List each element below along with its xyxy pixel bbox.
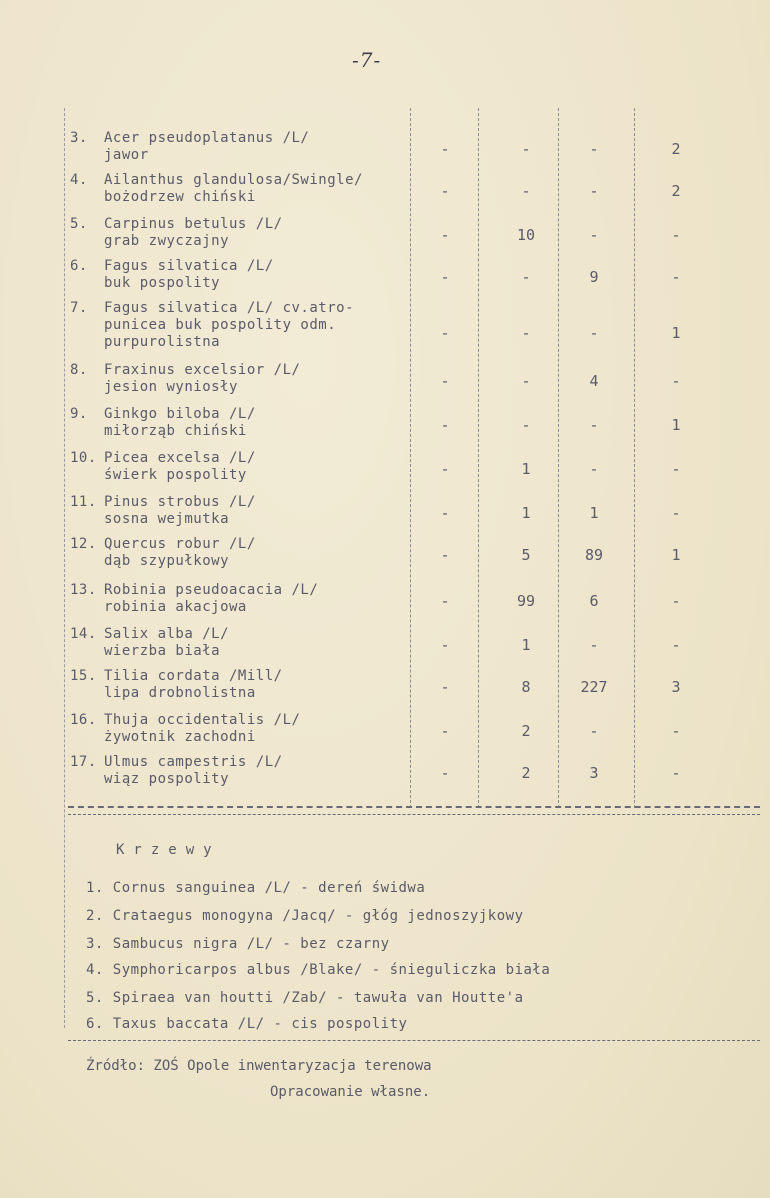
species-name [70,172,410,206]
shrub-item: 1. Cornus sanguinea /L/ - dereń świdwa [86,880,426,896]
species-latin [70,668,410,685]
species-name [70,494,410,528]
count-c4: - [671,504,681,522]
species-name [70,362,410,396]
species-polish: lipa drobnolistna [104,685,256,701]
table-row [70,172,760,216]
species-polish: bożodrzew chiński [104,189,256,205]
shrub-item: 4. Symphoricarpos albus /Blake/ - śnieguliczka biała [86,962,551,978]
shrub-item: 5. Spiraea van houtti /Zab/ - tawuła van Houtte'a [86,990,524,1006]
species-name [70,668,410,702]
species-name [70,582,410,616]
count-c2: 10 [516,226,536,244]
species-number: 10. [70,450,97,466]
species-latin [70,536,410,553]
count-c2: 1 [521,460,531,478]
latin-text: Ailanthus glandulosa/Swingle/ [104,172,363,188]
count-c3: - [589,226,599,244]
latin-text: Fagus silvatica /L/ [104,258,274,274]
count-c4: - [671,460,681,478]
count-c3: 1 [589,504,599,522]
count-c2: 2 [521,722,531,740]
species-latin [70,582,410,599]
table-row [70,300,760,350]
species-number: 13. [70,582,97,598]
count-c3: - [589,460,599,478]
latin-text: Thuja occidentalis /L/ [104,712,301,728]
count-c1: - [440,460,450,478]
count-c2: 99 [516,592,536,610]
species-name [70,450,410,484]
species-number: 6. [70,258,88,274]
count-c3: 9 [589,268,599,286]
page-number: -7- [352,48,382,72]
count-c3: - [589,324,599,342]
table-bottom-rule-2 [68,814,760,815]
species-name [70,712,410,746]
count-c4: - [671,226,681,244]
latin-text: Fraxinus excelsior /L/ [104,362,301,378]
shrub-item: 3. Sambucus nigra /L/ - bez czarny [86,936,390,952]
count-c3: 89 [584,546,604,564]
species-number: 16. [70,712,97,728]
species-number: 8. [70,362,88,378]
shrubs-heading: Krzewy [116,842,221,858]
species-name [70,406,410,440]
species-latin [70,216,410,233]
count-c1: - [440,636,450,654]
species-number: 11. [70,494,97,510]
count-c1: - [440,324,450,342]
source-note: Źródło: ZOŚ Opole inwentaryzacja terenowa [86,1058,432,1074]
count-c4: 1 [671,546,681,564]
species-polish: miłorząb chiński [104,423,247,439]
count-c4: - [671,722,681,740]
count-c1: - [440,372,450,390]
species-number: 15. [70,668,97,684]
count-c2: - [521,372,531,390]
latin-text: Ulmus campestris /L/ [104,754,283,770]
count-c2: 2 [521,764,531,782]
count-c2: 8 [521,678,531,696]
count-c4: - [671,764,681,782]
species-polish: punicea buk pospolity odm. [104,317,337,333]
species-polish: grab zwyczajny [104,233,230,249]
table-bottom-rule [68,806,760,808]
species-number: 7. [70,300,88,316]
latin-text: Fagus silvatica /L/ cv.atro- [104,300,355,316]
latin-text: Salix alba /L/ [104,626,230,642]
count-c4: 2 [671,140,681,158]
latin-text: Robinia pseudoacacia /L/ [104,582,319,598]
species-name [70,216,410,250]
species-extra: purpurolistna [104,334,221,350]
species-name [70,536,410,570]
species-polish: wiąz pospolity [104,771,230,787]
table-row [70,362,760,406]
species-number: 17. [70,754,97,770]
table-row [70,536,760,580]
count-c2: - [521,182,531,200]
species-polish: żywotnik zachodni [104,729,256,745]
species-name [70,300,410,351]
count-c1: - [440,226,450,244]
species-number: 5. [70,216,88,232]
table-row [70,668,760,712]
table-row [70,130,760,174]
count-c3: - [589,182,599,200]
count-c4: - [671,636,681,654]
count-c2: 1 [521,504,531,522]
table-row [70,450,760,494]
count-c3: 6 [589,592,599,610]
table-row [70,406,760,450]
count-c4: 1 [671,324,681,342]
species-latin [70,130,410,147]
table-row [70,582,760,626]
margin-line [64,108,65,1028]
latin-text: Carpinus betulus /L/ [104,216,283,232]
species-latin [70,712,410,729]
count-c2: - [521,268,531,286]
species-number: 12. [70,536,97,552]
species-number: 9. [70,406,88,422]
count-c2: - [521,416,531,434]
table-row [70,258,760,302]
species-polish: jesion wyniosły [104,379,238,395]
count-c4: 2 [671,182,681,200]
count-c1: - [440,678,450,696]
count-c3: - [589,636,599,654]
species-polish: dąb szypułkowy [104,553,230,569]
species-latin [70,172,410,189]
species-latin [70,626,410,643]
species-name [70,754,410,788]
table-row [70,626,760,670]
species-name [70,626,410,660]
count-c1: - [440,416,450,434]
species-number: 4. [70,172,88,188]
count-c1: - [440,592,450,610]
shrub-item: 6. Taxus baccata /L/ - cis pospolity [86,1016,408,1032]
count-c4: 3 [671,678,681,696]
count-c1: - [440,546,450,564]
table-row [70,712,760,756]
species-polish: jawor [104,147,149,163]
species-number: 3. [70,130,88,146]
count-c3: 4 [589,372,599,390]
species-latin [70,362,410,379]
count-c3: 227 [580,678,608,696]
species-polish: sosna wejmutka [104,511,230,527]
count-c2: 1 [521,636,531,654]
species-name [70,258,410,292]
species-number: 14. [70,626,97,642]
table-row [70,494,760,538]
species-latin [70,300,410,317]
source-rule [68,1040,760,1041]
latin-text: Picea excelsa /L/ [104,450,256,466]
count-c1: - [440,268,450,286]
shrub-item: 2. Crataegus monogyna /Jacq/ - głóg jednoszyjkowy [86,908,524,924]
count-c3: - [589,416,599,434]
count-c3: - [589,722,599,740]
count-c3: 3 [589,764,599,782]
species-latin [70,494,410,511]
count-c4: - [671,268,681,286]
count-c3: - [589,140,599,158]
count-c1: - [440,182,450,200]
species-name [70,130,410,164]
source-note-2: Opracowanie własne. [270,1084,431,1100]
latin-text: Pinus strobus /L/ [104,494,256,510]
species-latin [70,450,410,467]
latin-text: Quercus robur /L/ [104,536,256,552]
species-latin [70,406,410,423]
count-c2: 5 [521,546,531,564]
table-row [70,216,760,260]
count-c1: - [440,140,450,158]
latin-text: Acer pseudoplatanus /L/ [104,130,310,146]
table-row [70,754,760,798]
species-latin [70,754,410,771]
count-c2: - [521,140,531,158]
count-c1: - [440,504,450,522]
species-polish: robinia akacjowa [104,599,247,615]
count-c1: - [440,764,450,782]
count-c1: - [440,722,450,740]
latin-text: Tilia cordata /Mill/ [104,668,283,684]
species-polish: wierzba biała [104,643,221,659]
species-polish: świerk pospolity [104,467,247,483]
count-c4: - [671,592,681,610]
count-c4: - [671,372,681,390]
species-polish: buk pospolity [104,275,221,291]
species-latin [70,258,410,275]
latin-text: Ginkgo biloba /L/ [104,406,256,422]
count-c2: - [521,324,531,342]
count-c4: 1 [671,416,681,434]
